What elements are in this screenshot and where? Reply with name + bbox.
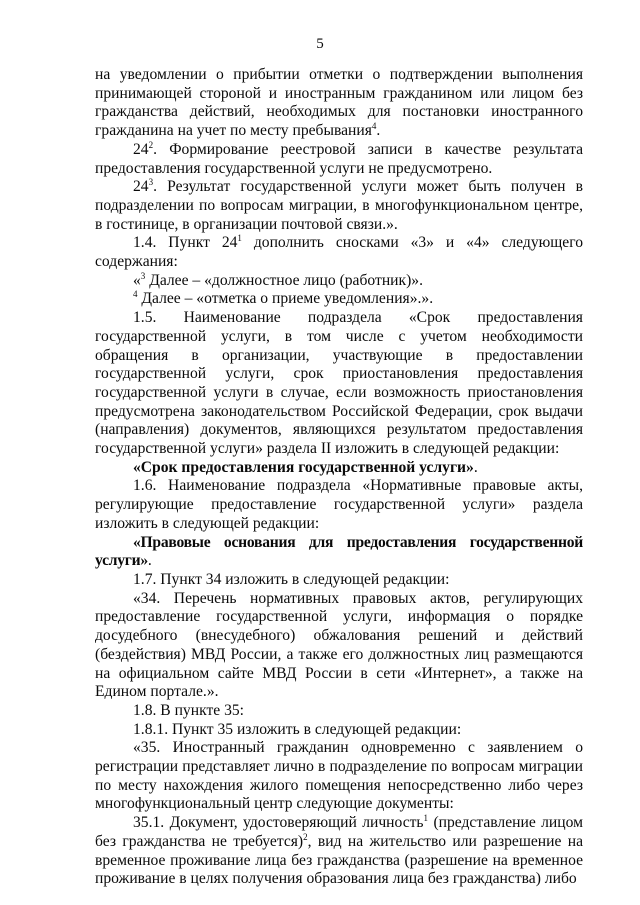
paragraph-24-2: $24^2$. Формирование реестровой записи в качестве результата предоставления государственной услуги не предусмотрено. <box>95 139 583 177</box>
subsection-title-legal-basis: «Правовые основания для предоставления государственной услуги». <box>95 533 583 570</box>
paragraph-24-3: $24^3$. Результат государственной услуги может быть получен в подразделении по вопросам миграции, в многофункциональном центре, в гостинице, в организации почтовой связи.». <box>95 177 583 233</box>
paragraph-34: «34. Перечень нормативных правовых актов, регулирующих предоставление государственной услуги, информация о порядке досудебного (внесудебного) обжалования решений и действий (бездействия) МВД России, а также его должностных лиц размещаются на официальном сайте МВД России в сети «Интернет», а также на Едином портале.». <box>95 589 583 701</box>
footnote-3-text: «$^3$ Далее – «должностное лицо (работник)». <box>133 270 423 289</box>
footnote-ref: 4 <box>371 121 377 132</box>
paragraph-1-7: 1.7. Пункт 34 изложить в следующей редакции: <box>133 570 450 588</box>
footnote-ref: 4 <box>133 289 138 300</box>
paragraph-1-8-1: 1.8.1. Пункт 35 изложить в следующей редакции: <box>133 720 462 738</box>
footnote-ref: 2 <box>303 831 308 842</box>
paragraph-1-5: 1.5. Наименование подраздела «Срок предоставления государственной услуги, в том числе с учетом необходимости обращения в организации, участвующие в предоставлении государственной услуги, срок приостановления предоставления государственной услуги в случае, если возможность приостановления предусмотрена законодательством Российской Федерации, срок выдачи (направления) документов, являющихся результатом предоставления государственной услуги» раздела II изложить в следующей редакции: <box>95 309 583 458</box>
footnote-ref: 3 <box>140 270 146 281</box>
paragraph-notification-mark: на уведомлении о прибытии отметки о подтверждении выполнения принимающей стороной и иностранным гражданином или лицом без гражданства действий, необходимых для постановки иностранного гражданина на учет по месту пребывания$^4$. <box>95 66 583 140</box>
superscript-index: 2 <box>148 139 154 150</box>
paragraph-35-1: 35.1. Документ, удостоверяющий личность$^1$ (представление лицом без гражданства не требуется)$^2$, вид на жительство или разрешение на временное проживание лица без гражданства (разрешение на временное проживание в целях получения образования лица без гражданства) либо <box>95 813 584 888</box>
footnote-ref: 1 <box>423 813 429 824</box>
page-number: 5 <box>316 36 324 52</box>
subsection-title-term: «Срок предоставления государственной услуги». <box>133 458 478 476</box>
superscript-index: 1 <box>237 233 242 244</box>
footnote-4-text: $^4$ Далее – «отметка о приеме уведомления».». <box>133 289 434 308</box>
paragraph-35: «35. Иностранный гражданин одновременно с заявлением о регистрации представляет лично в подразделение по вопросам миграции по месту нахождения жилого помещения непосредственно либо через многофункциональный центр следующие документы: <box>95 739 583 813</box>
superscript-index: 3 <box>148 177 154 188</box>
paragraph-1-6: 1.6. Наименование подраздела «Нормативные правовые акты, регулирующие предоставление государственной услуги» раздела изложить в следующей редакции: <box>95 477 583 532</box>
paragraph-1-8: 1.8. В пункте 35: <box>133 701 245 719</box>
paragraph-1-4: 1.4. Пункт $24^1$ дополнить сносками «3» и «4» следующего содержания: <box>95 233 584 271</box>
document-body <box>95 66 583 889</box>
